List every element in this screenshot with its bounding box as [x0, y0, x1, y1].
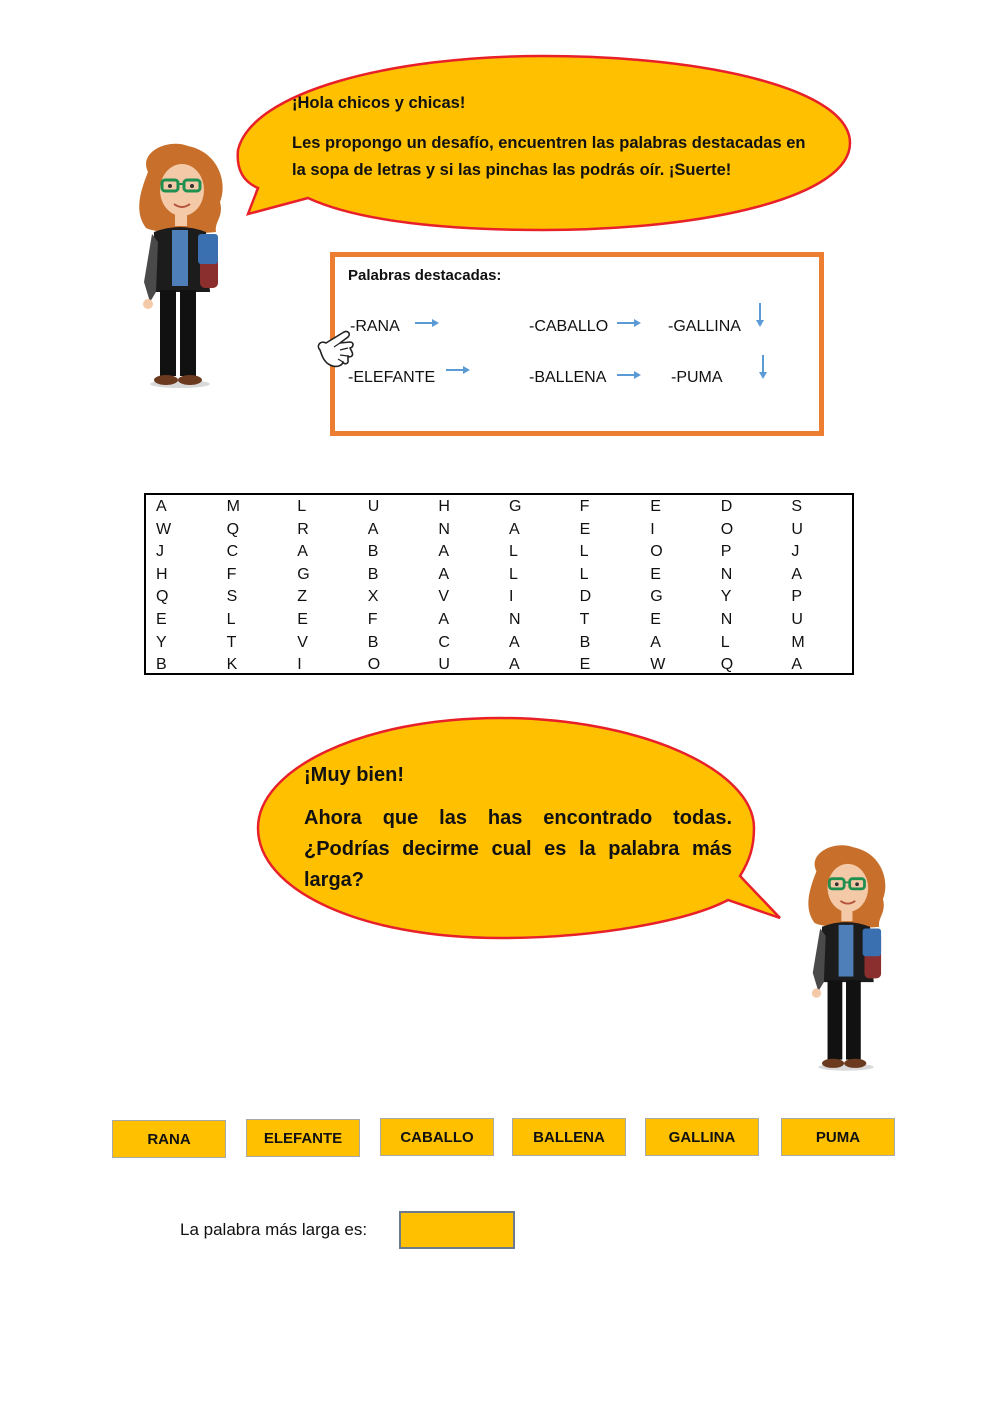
grid-cell[interactable]: B — [156, 656, 167, 674]
grid-cell[interactable]: J — [791, 543, 800, 561]
grid-cell[interactable]: K — [226, 656, 238, 674]
grid-cell[interactable]: V — [297, 633, 308, 651]
grid-cell[interactable]: N — [720, 565, 733, 583]
grid-cell[interactable]: A — [367, 520, 379, 538]
challenge-text: Les propongo un desafío, encuentren las palabras destacadas en la sopa de letras y si las pinchas las podrás oír. ¡Suerte! — [292, 134, 806, 179]
grid-cell[interactable]: A — [156, 498, 167, 515]
grid-cell[interactable]: B — [367, 565, 379, 583]
grid-cell[interactable]: Y — [156, 633, 167, 651]
grid-cell[interactable]: S — [226, 588, 238, 606]
speech-bubble-bottom-text — [304, 760, 732, 908]
greeting-text: ¡Hola chicos y chicas! — [292, 94, 466, 112]
grid-cell[interactable]: N — [438, 520, 450, 538]
option-button-rana[interactable]: RANA — [112, 1120, 226, 1158]
option-button-puma[interactable]: PUMA — [781, 1118, 895, 1156]
grid-cell[interactable]: W — [650, 656, 666, 674]
grid-cell[interactable]: P — [720, 543, 732, 561]
grid-cell[interactable]: E — [579, 520, 591, 538]
grid-cell[interactable]: A — [438, 543, 450, 561]
option-button-gallina[interactable]: GALLINA — [645, 1118, 759, 1156]
answer-drop-slot[interactable] — [399, 1211, 515, 1249]
grid-cell[interactable]: Q — [226, 520, 240, 538]
grid-cell[interactable]: A — [438, 611, 450, 628]
answer-label: La palabra más larga es: — [180, 1220, 368, 1239]
grid-cell[interactable]: N — [509, 611, 521, 628]
highlighted-words-title: Palabras destacadas: — [348, 267, 502, 284]
grid-cell[interactable]: V — [438, 588, 450, 606]
grid-cell[interactable]: I — [509, 588, 514, 606]
grid-cell[interactable]: M — [226, 498, 240, 515]
grid-cell[interactable]: O — [650, 543, 663, 561]
question-text: Ahora que las has encontrado todas. ¿Podrías decirme cual es la palabra más larga? — [304, 807, 732, 891]
grid-cell[interactable]: O — [720, 520, 734, 538]
grid-cell[interactable]: C — [226, 543, 239, 561]
option-button-caballo[interactable]: CABALLO — [380, 1118, 494, 1156]
grid-cell[interactable]: L — [509, 565, 518, 583]
grid-cell[interactable]: Z — [297, 588, 307, 606]
grid-cell[interactable]: E — [650, 498, 661, 515]
grid-cell[interactable]: D — [720, 498, 733, 515]
grid-cell[interactable]: E — [156, 611, 167, 628]
grid-cell[interactable]: B — [579, 633, 591, 651]
grid-cell[interactable]: O — [367, 656, 381, 674]
grid-cell[interactable]: G — [297, 565, 310, 583]
word-link-puma[interactable]: -PUMA — [671, 369, 723, 386]
grid-cell[interactable]: R — [297, 520, 309, 538]
word-link-rana[interactable]: -RANA — [350, 318, 400, 335]
grid-cell[interactable]: J — [156, 543, 164, 561]
option-button-elefante[interactable]: ELEFANTE — [246, 1119, 360, 1157]
grid-cell[interactable]: U — [791, 520, 803, 538]
grid-cell[interactable]: Q — [156, 588, 169, 606]
grid-cell[interactable]: A — [791, 565, 803, 583]
grid-cell[interactable]: T — [579, 611, 590, 628]
grid-cell[interactable]: G — [509, 498, 522, 515]
grid-cell[interactable]: B — [367, 633, 379, 651]
grid-cell[interactable]: A — [650, 633, 661, 651]
grid-cell[interactable]: F — [367, 611, 378, 628]
grid-cell[interactable]: A — [509, 656, 520, 674]
teacher-character-bottom — [798, 834, 894, 1084]
grid-cell[interactable]: B — [367, 543, 379, 561]
grid-cell[interactable]: U — [367, 498, 380, 515]
grid-cell[interactable]: I — [650, 520, 655, 538]
grid-cell[interactable]: Q — [720, 656, 734, 674]
grid-cell[interactable]: N — [720, 611, 733, 628]
grid-cell[interactable]: L — [297, 498, 307, 515]
word-link-ballena[interactable]: -BALLENA — [529, 369, 607, 386]
grid-cell[interactable]: L — [720, 633, 730, 651]
grid-cell[interactable]: L — [579, 565, 589, 583]
word-link-caballo[interactable]: -CABALLO — [529, 318, 609, 335]
grid-cell[interactable]: L — [579, 543, 589, 561]
grid-cell[interactable]: C — [438, 633, 450, 651]
grid-cell[interactable]: U — [438, 656, 450, 674]
grid-cell[interactable]: Y — [720, 588, 732, 606]
grid-cell[interactable]: P — [791, 588, 803, 606]
grid-cell[interactable]: A — [438, 565, 450, 583]
grid-cell[interactable]: D — [579, 588, 592, 606]
grid-cell[interactable]: A — [297, 543, 308, 561]
grid-cell[interactable]: X — [367, 588, 379, 606]
grid-cell[interactable]: A — [509, 633, 520, 651]
grid-cell[interactable]: E — [579, 656, 591, 674]
grid-cell[interactable]: M — [791, 633, 805, 651]
grid-cell[interactable]: E — [297, 611, 308, 628]
grid-cell[interactable]: F — [579, 498, 590, 515]
grid-cell[interactable]: U — [791, 611, 803, 628]
grid-cell[interactable]: W — [156, 520, 172, 538]
grid-cell[interactable]: E — [650, 611, 661, 628]
grid-cell[interactable]: T — [226, 633, 237, 651]
option-button-ballena[interactable]: BALLENA — [512, 1118, 626, 1156]
grid-cell[interactable]: L — [509, 543, 518, 561]
grid-cell[interactable]: A — [791, 656, 803, 674]
grid-cell[interactable]: H — [438, 498, 450, 515]
grid-cell[interactable]: L — [226, 611, 236, 628]
grid-cell[interactable]: A — [509, 520, 520, 538]
praise-text: ¡Muy bien! — [304, 764, 404, 786]
grid-cell[interactable]: S — [791, 498, 803, 515]
word-link-gallina[interactable]: -GALLINA — [668, 318, 741, 335]
grid-cell[interactable]: E — [650, 565, 661, 583]
grid-cell[interactable]: I — [297, 656, 302, 674]
grid-cell[interactable]: G — [650, 588, 663, 606]
word-link-elefante[interactable]: -ELEFANTE — [348, 369, 436, 386]
grid-cell[interactable]: H — [156, 565, 168, 583]
grid-cell[interactable]: F — [226, 565, 237, 583]
